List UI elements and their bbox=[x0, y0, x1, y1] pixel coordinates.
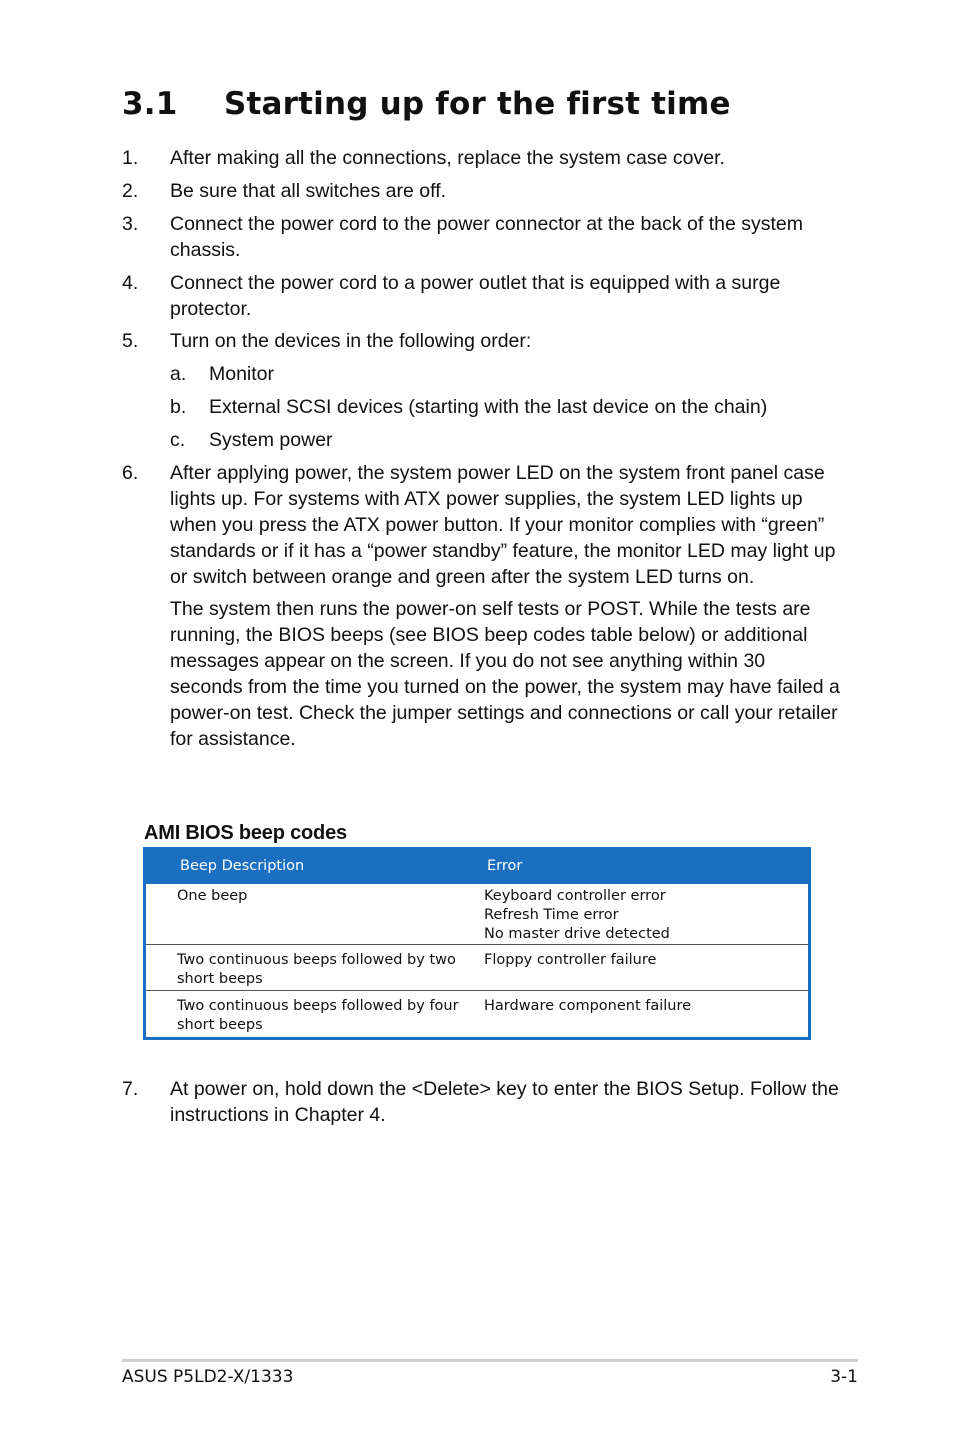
error-cell bbox=[484, 951, 804, 970]
table-row bbox=[146, 887, 808, 945]
table-row bbox=[146, 997, 808, 1036]
beep-codes-table bbox=[143, 847, 811, 1040]
header-error: Error bbox=[487, 858, 523, 874]
step-text: Turn on the devices in the following order: bbox=[170, 330, 532, 352]
table-caption: AMI BIOS beep codes bbox=[144, 822, 347, 844]
step-text: Be sure that all switches are off. bbox=[170, 180, 447, 202]
substep-letter: c. bbox=[170, 429, 186, 451]
beep-description-cell: Two continuous beeps followed by two short beeps bbox=[177, 952, 456, 987]
footer-divider bbox=[122, 1359, 858, 1362]
step-text: Connect the power cord to a power outlet that is equipped with a surge protector. bbox=[170, 272, 781, 320]
error-cell bbox=[484, 887, 804, 944]
error-line: Keyboard controller error bbox=[484, 888, 666, 904]
step-text: After making all the connections, replace the system case cover. bbox=[170, 147, 725, 169]
substep-letter: b. bbox=[170, 396, 187, 418]
step-number: 7. bbox=[122, 1078, 139, 1100]
error-cell bbox=[484, 997, 804, 1016]
error-line: Floppy controller failure bbox=[484, 952, 657, 968]
step-text: Connect the power cord to the power connector at the back of the system chassis. bbox=[170, 213, 804, 261]
beep-description-cell: Two continuous beeps followed by four short beeps bbox=[177, 998, 459, 1033]
substep-text: Monitor bbox=[209, 363, 275, 385]
step-text: After applying power, the system power LED on the system front panel case lights up. For systems with ATX power supplies, the system LED lights up when you press the ATX power button. If your monitor complies with “green” standards or if it has a “power standby” feature, the monitor LED may light up or switch between orange and green after the system LED turns on. bbox=[170, 462, 836, 588]
step-6-paragraph: The system then runs the power-on self tests or POST. While the tests are running, the BIOS beeps (see BIOS beep codes table below) or additional messages appear on the screen. If you do not see anything within 30 seconds from the time you turned on the power, the system may have failed a power-on test. Check the jumper settings and connections or call your retailer for assistance. bbox=[170, 598, 840, 750]
error-line: Refresh Time error bbox=[484, 907, 619, 923]
step-number: 6. bbox=[122, 462, 139, 484]
step-number: 3. bbox=[122, 213, 139, 235]
header-beep-description: Beep Description bbox=[180, 858, 305, 874]
step-number: 2. bbox=[122, 180, 139, 202]
step-text: At power on, hold down the <Delete> key to enter the BIOS Setup. Follow the instructions in Chapter 4. bbox=[170, 1078, 839, 1126]
error-line: No master drive detected bbox=[484, 926, 670, 942]
substep-text: System power bbox=[209, 429, 333, 451]
error-line: Hardware component failure bbox=[484, 998, 692, 1014]
beep-description-cell: One beep bbox=[177, 888, 248, 904]
step-number: 5. bbox=[122, 330, 139, 352]
step-number: 1. bbox=[122, 147, 139, 169]
step-number: 4. bbox=[122, 272, 139, 294]
section-heading bbox=[122, 86, 731, 122]
table-header-row bbox=[146, 847, 808, 884]
footer-product-name: ASUS P5LD2-X/1333 bbox=[122, 1367, 294, 1387]
substep-letter: a. bbox=[170, 363, 187, 385]
section-title: Starting up for the first time bbox=[224, 86, 731, 122]
substep-text: External SCSI devices (starting with the last device on the chain) bbox=[209, 396, 768, 418]
table-row bbox=[146, 951, 808, 991]
footer-page-number: 3-1 bbox=[830, 1367, 858, 1387]
section-number: 3.1 bbox=[122, 86, 178, 122]
